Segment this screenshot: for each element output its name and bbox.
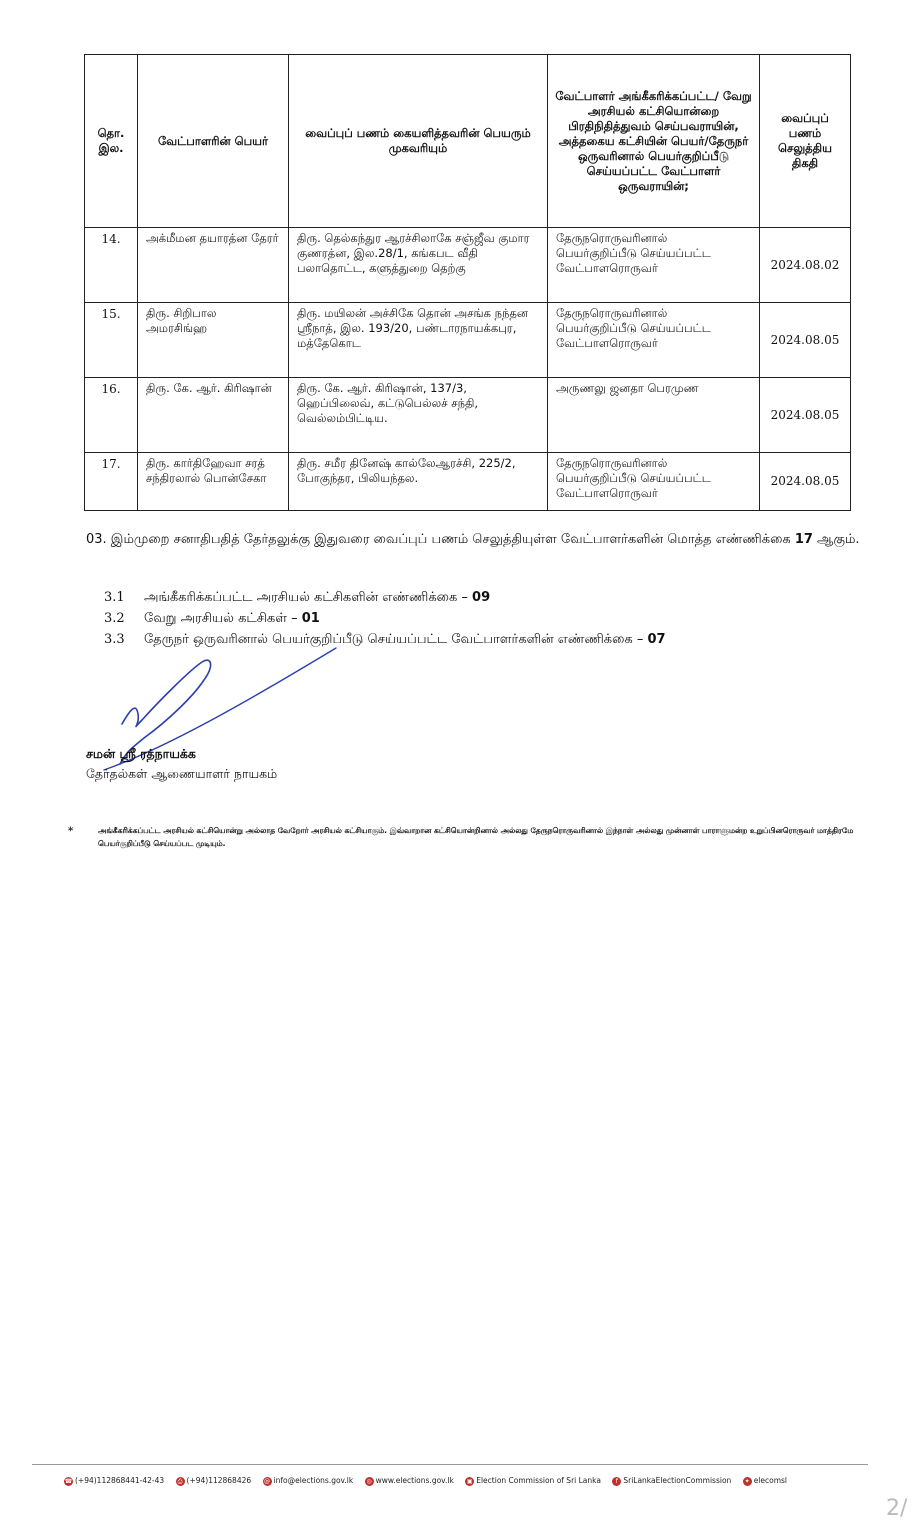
- footer-twitter-text: elecomsl: [753, 1476, 788, 1485]
- row-deposit-date: 2024.08.05: [760, 453, 851, 511]
- footnote-marker: *: [68, 826, 74, 837]
- row-depositor: திரு. கே. ஆர். கிரிஷான், 137/3, ஹெப்பிலைவ், கட்டுபெல்லச் சந்தி, வெல்லம்பிட்டிய.: [289, 378, 548, 453]
- table-row: [85, 378, 851, 453]
- summary-item-value: 01: [301, 611, 320, 626]
- fax-icon: ⎙: [176, 1477, 185, 1486]
- footer-email: [263, 1476, 354, 1486]
- footnote-text: அங்கீகரிக்கப்பட்ட அரசியல் கட்சியொன்று அல்லாத வேறோர் அரசியல் கட்சியாகும். இவ்வாறான கட்சியொன்றினால் அல்லது தேருநரொருவரினால் இந்நாள் அல்லது முன்னாள் பாராளுமன்ற உறுப்பினரொருவர் மாத்திரமே பெயர்குறிப்பீடு செய்யப்பட முடியும்.: [98, 826, 854, 848]
- row-depositor: திரு. மயிலன் அச்சிகே தொன் அசங்க நந்தன ஸ்ரீநாத், இல. 193/20, பண்டாரநாயக்கபுர, மத்தேகொட: [289, 303, 548, 378]
- header-candidate-name: வேட்பாளரின் பெயர்: [138, 55, 289, 228]
- signatory-name: சமன் ஸ்ரீ ரத்நாயக்க: [86, 746, 196, 761]
- row-depositor: திரு. சமீர தினேஷ் கால்லேஆரச்சி, 225/2, போகுந்தர, பிலியந்தல.: [289, 453, 548, 511]
- footer-fax-text: (+94)112868426: [186, 1476, 252, 1485]
- contact-footer: [64, 1476, 864, 1486]
- organization-icon: ▣: [466, 1477, 473, 1485]
- summary-item-value: 07: [647, 632, 666, 647]
- row-deposit-date: 2024.08.05: [760, 378, 851, 453]
- footer-org-text: Election Commission of Sri Lanka: [476, 1476, 601, 1485]
- table-header-row: [85, 55, 851, 228]
- globe-icon: ◎: [366, 1477, 372, 1485]
- row-depositor: திரு. தெல்கந்துர ஆரச்சிலாகே சஞ்ஜீவ குமார குணரத்ன, இல.28/1, கங்கபட வீதி பலாதொட்ட, களுத்துறை தெற்கு: [289, 228, 548, 303]
- footer-twitter: [743, 1476, 787, 1486]
- summary-item-value: 09: [472, 590, 491, 605]
- row-serial-no: 17.: [85, 453, 138, 511]
- facebook-icon: f: [612, 1477, 621, 1486]
- table-row: [85, 228, 851, 303]
- row-party: தேருநரொருவரினால் பெயர்குறிப்பீடு செய்யப்பட்ட வேட்பாளரொருவர்: [548, 453, 760, 511]
- row-candidate-name: திரு. சிறிபால அமரசிங்ஹ: [138, 303, 289, 378]
- row-deposit-date: 2024.08.02: [760, 228, 851, 303]
- row-candidate-name: அக்மீமன தயாரத்ன தேரர்: [138, 228, 289, 303]
- table-row: [85, 303, 851, 378]
- footer-fax: [176, 1476, 252, 1486]
- footer-email-text: info@elections.gov.lk: [273, 1476, 354, 1485]
- summary-paragraph: [86, 529, 866, 550]
- summary-item-no: 3.1: [104, 590, 125, 605]
- phone-icon: ☎: [64, 1477, 73, 1485]
- row-serial-no: 16.: [85, 378, 138, 453]
- footer-phone-text: (+94)112868441-42-43: [75, 1476, 165, 1485]
- candidate-table: [84, 54, 851, 511]
- footer-org: [465, 1476, 601, 1486]
- summary-item: [104, 611, 320, 627]
- summary-item-no: 3.3: [104, 632, 125, 647]
- row-serial-no: 15.: [85, 303, 138, 378]
- summary-item-label: வேறு அரசியல் கட்சிகள் –: [144, 611, 302, 626]
- footer-facebook-text: SriLankaElectionCommission: [623, 1476, 732, 1485]
- header-deposit-date: வைப்புப் பணம் செலுத்திய திகதி: [760, 55, 851, 228]
- email-icon: @: [264, 1477, 271, 1485]
- footer-web-text: www.elections.gov.lk: [375, 1476, 454, 1485]
- row-candidate-name: திரு. கே. ஆர். கிரிஷான்: [138, 378, 289, 453]
- row-serial-no: 14.: [85, 228, 138, 303]
- summary-item-label: அங்கீகரிக்கப்பட்ட அரசியல் கட்சிகளின் எண்ணிக்கை –: [144, 590, 473, 605]
- signatory-title: தேர்தல்கள் ஆணையாளர் நாயகம்: [86, 766, 278, 781]
- row-candidate-name: திரு. கார்திஹேவா சரத் சந்திரலால் பொன்சேகா: [138, 453, 289, 511]
- row-deposit-date: 2024.08.05: [760, 303, 851, 378]
- summary-item-label: தேருநர் ஒருவரினால் பெயர்குறிப்பீடு செய்யப்பட்ட வேட்பாளர்களின் எண்ணிக்கை –: [144, 632, 648, 647]
- row-party: தேருநரொருவரினால் பெயர்குறிப்பீடு செய்யப்பட்ட வேட்பாளரொருவர்: [548, 228, 760, 303]
- header-depositor: வைப்புப் பணம் கையளித்தவரின் பெயரும் முகவரியும்: [289, 55, 548, 228]
- summary-item: [104, 590, 490, 606]
- row-party: அருணலு ஜனதா பெரமுண: [548, 378, 760, 453]
- summary-text-b: ஆகும்.: [812, 532, 860, 547]
- table-row: [85, 453, 851, 511]
- footer-divider: [32, 1464, 868, 1465]
- footer-facebook: [612, 1476, 731, 1486]
- twitter-icon: ✦: [744, 1477, 750, 1485]
- header-party: வேட்பாளர் அங்கீகரிக்கப்பட்ட/ வேறு அரசியல் கட்சியொன்றை பிரதிநிதித்துவம் செய்பவராயின், அத்தகைய கட்சியின் பெயர்/தேருநர் ஒருவரினால் பெயர்குறிப்பீடு செய்யப்பட்ட வேட்பாளர் ஒருவராயின்;: [548, 55, 760, 228]
- footer-web: [365, 1476, 454, 1486]
- summary-item-no: 3.2: [104, 611, 125, 626]
- footer-phone: [64, 1476, 164, 1486]
- summary-total: 17: [794, 532, 813, 547]
- row-party: தேருநரொருவரினால் பெயர்குறிப்பீடு செய்யப்பட்ட வேட்பாளரொருவர்: [548, 303, 760, 378]
- summary-text-a: 03. இம்முறை சனாதிபதித் தேர்தலுக்கு இதுவரை வைப்புப் பணம் செலுத்தியுள்ள வேட்பாளர்களின் மொத்த எண்ணிக்கை: [86, 532, 795, 547]
- header-serial-no: தொ. இல.: [85, 55, 138, 228]
- page-number: 2/: [886, 1496, 908, 1521]
